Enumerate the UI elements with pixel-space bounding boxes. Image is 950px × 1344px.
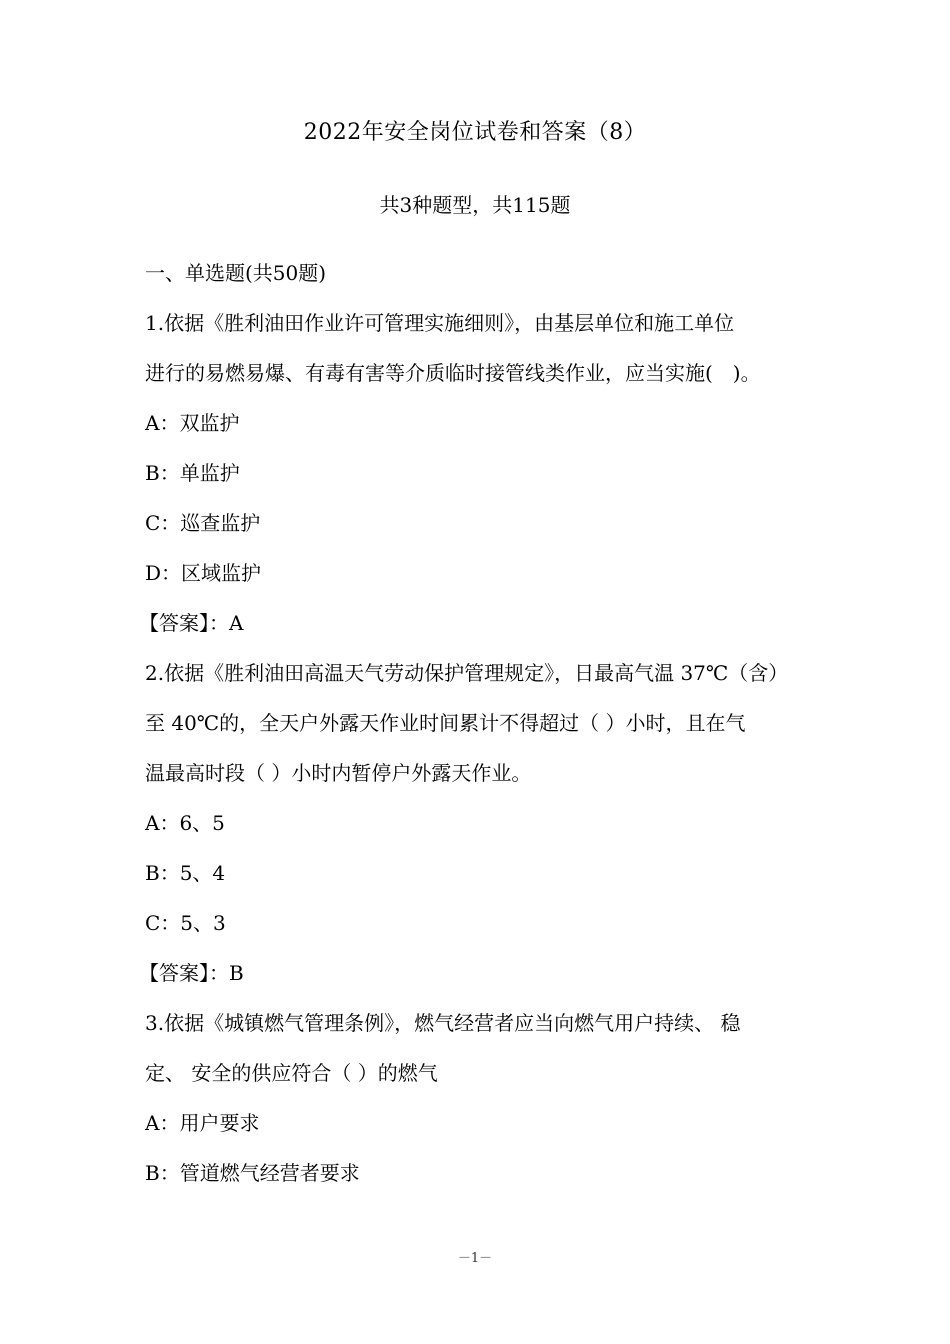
- question-2-answer: 【答案】：B: [139, 961, 244, 985]
- question-1-option-c: C：巡查监护: [145, 511, 261, 535]
- section-heading: 一、单选题(共50题): [145, 261, 327, 285]
- document-body: [139, 258, 825, 1208]
- question-2-stem-line-3: 温最高时段（ ）小时内暂停户外露天作业。: [145, 761, 532, 785]
- document-subtitle: 共3种题型，共115题: [379, 193, 571, 217]
- question-3-option-b: B：管道燃气经营者要求: [145, 1161, 360, 1185]
- question-1-option-b: B：单监护: [145, 461, 240, 485]
- question-1-stem-line-1: 1.依据《胜利油田作业许可管理实施细则》，由基层单位和施工单位: [145, 311, 735, 335]
- question-2-option-a: A：6、5: [145, 811, 225, 835]
- question-2-option-c: C：5、3: [145, 911, 226, 935]
- question-1-answer: 【答案】：A: [139, 611, 244, 635]
- page-number: －1－: [457, 1251, 493, 1266]
- question-3-stem-line-2: 定、 安全的供应符合（ ）的燃气: [145, 1061, 438, 1085]
- question-3-stem-line-1: 3.依据《城镇燃气管理条例》，燃气经营者应当向燃气用户持续、 稳: [145, 1011, 741, 1035]
- question-1-option-a: A：双监护: [145, 411, 240, 435]
- question-2-option-b: B：5、4: [145, 861, 226, 885]
- question-2-stem-line-2: 至 40℃的，全天户外露天作业时间累计不得超过（ ）小时，且在气: [145, 711, 746, 735]
- question-2-stem-line-1: 2.依据《胜利油田高温天气劳动保护管理规定》，日最高气温 37℃（含）: [145, 661, 789, 685]
- question-1-stem-line-2: 进行的易燃易爆、有毒有害等介质临时接管线类作业，应当实施( )。: [145, 361, 761, 385]
- document-title: 2022年安全岗位试卷和答案（8）: [303, 120, 647, 145]
- question-1-option-d: D：区域监护: [145, 561, 262, 585]
- question-3-option-a: A：用户要求: [145, 1111, 260, 1135]
